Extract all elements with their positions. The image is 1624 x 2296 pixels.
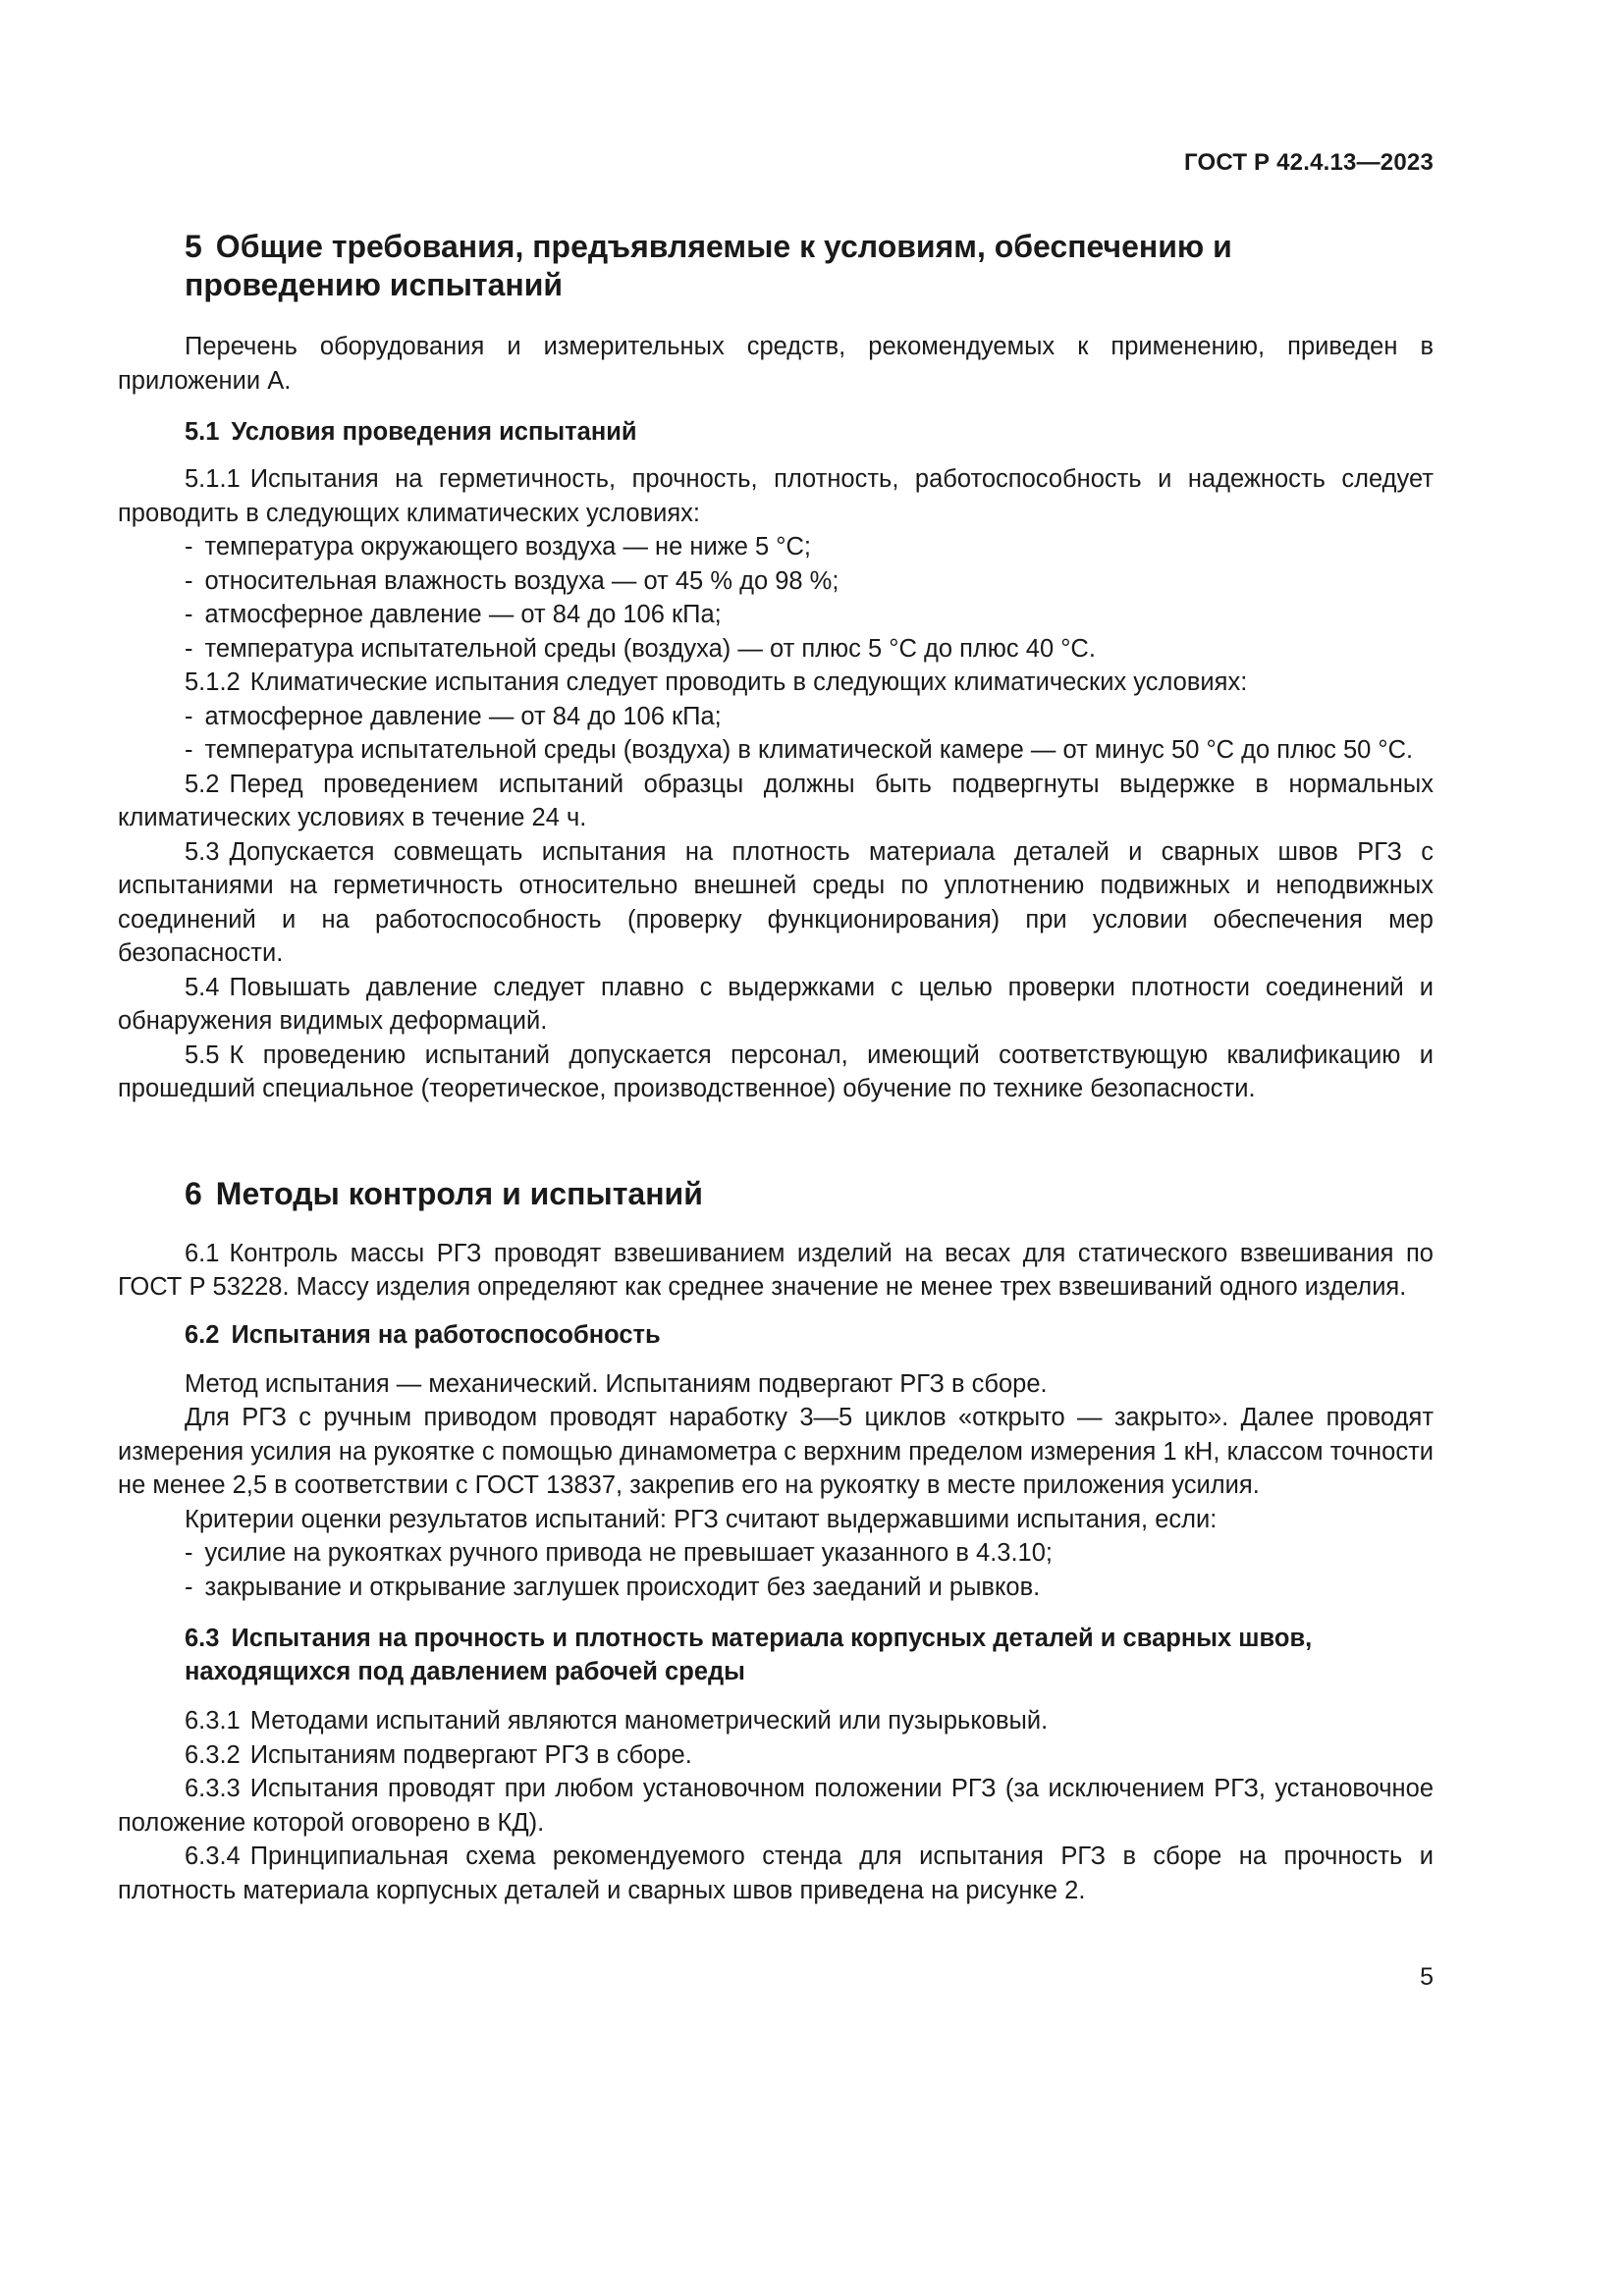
clause-text: Повышать давление следует плавно с выдержками с целью проверки плотности соединений и обнаружения видимых деформаций. [118,973,1434,1035]
paragraph-5-3 [118,835,1434,971]
subsection-number: 6.3 [185,1625,220,1652]
clause-text: Климатические испытания следует проводить в следующих климатических условиях: [249,668,1248,696]
clause-text: Испытаниям подвергают РГЗ в сборе. [249,1740,692,1769]
subsection-6-2-heading [118,1318,1434,1352]
section-5-heading [118,228,1434,304]
section-number: 5 [185,229,202,264]
list-item-text: закрывание и открывание заглушек происходит без заеданий и рывков. [204,1573,1041,1601]
section-title: Общие требования, предъявляемые к условиям, обеспечению и проведению испытаний [185,229,1232,302]
subsection-title: Испытания на работоспособность [231,1320,661,1349]
clause-text: Испытания проводят при любом установочном положении РГЗ (за исключением РГЗ, установочное положение которой оговорено в КД). [118,1775,1434,1837]
clause-text: Принципиальная схема рекомендуемого стенда для испытания РГЗ в сборе на прочность и плотность материала корпусных деталей и сварных швов приведена на рисунке 2. [118,1842,1434,1904]
document-code: ГОСТ Р 42.4.13—2023 [1184,149,1434,176]
clause-number: 6.3.1 [185,1707,241,1735]
paragraph-6-2-method: Метод испытания — механический. Испытаниям подвергают РГЗ в сборе. [185,1369,1048,1398]
page-content [118,228,1434,1907]
subsection-title: Испытания на прочность и плотность материала корпусных деталей и сварных швов, находящихся под давлением рабочей среды [185,1625,1313,1685]
list-item: - температура окружающего воздуха — не ниже 5 °С; [185,533,811,561]
clause-text: Допускается совмещать испытания на плотность материала деталей и сварных швов РГЗ с испытаниями на герметичность относительно внешней среды по уплотнению подвижных и неподвижных соединений и на работоспособность (проверку функционирования) при условии обеспечения мер безопасности. [118,837,1434,967]
clause-text: Методами испытаний являются манометрический или пузырьковый. [249,1707,1049,1735]
list-item-text: атмосферное давление — от 84 до 106 кПа; [204,702,722,730]
clause-text: Контроль массы РГЗ проводят взвешиванием изделий на весах для статического взвешивания по ГОСТ Р 53228. Массу изделия определяют как среднее значение не менее трех взвешиваний одного изделия. [118,1239,1434,1301]
clause-number: 5.5 [185,1041,220,1069]
list-item: - атмосферное давление — от 84 до 106 кПа; [185,601,722,628]
paragraph-5-1-1 [118,462,1434,530]
list-item: - температура испытательной среды (воздуха) в климатической камере — от минус 50 °С до плюс 50 °С. [185,736,1414,764]
subsection-number: 6.2 [185,1320,220,1349]
list-item-text: атмосферное давление — от 84 до 106 кПа; [204,601,722,628]
list-item: - относительная влажность воздуха — от 45 % до 98 %; [185,566,839,595]
clause-number: 5.3 [185,837,220,866]
clause-number: 5.1.1 [185,465,241,493]
subsection-6-3-heading [118,1622,1434,1688]
list-item-text: температура окружающего воздуха — не ниже 5 °С; [204,533,811,561]
list-item-text: усилие на рукоятках ручного привода не превышает указанного в 4.3.10; [204,1539,1053,1567]
subsection-title: Условия проведения испытаний [231,418,637,446]
subsection-5-1-heading [118,415,1434,449]
list-item-text: температура испытательной среды (воздуха) — от плюс 5 °С до плюс 40 °С. [204,634,1096,663]
page-number: 5 [1420,1963,1434,1991]
clause-number: 6.3.4 [185,1842,241,1870]
list-item-text: температура испытательной среды (воздуха) в климатической камере — от минус 50 °С до плюс 50 °С. [204,736,1414,764]
list-item: - закрывание и открывание заглушек происходит без заеданий и рывков. [185,1573,1041,1601]
section-6-heading [118,1175,1434,1213]
clause-number: 6.1 [185,1239,220,1267]
paragraph-6-1 [118,1237,1434,1305]
paragraph-6-3-1 [118,1704,1434,1738]
clause-number: 5.1.2 [185,668,241,696]
clause-number: 5.2 [185,770,220,798]
list-item-text: относительная влажность воздуха — от 45 % до 98 %; [204,566,839,595]
clause-text: Перед проведением испытаний образцы должны быть подвергнуты выдержке в нормальных климатических условиях в течение 24 ч. [118,770,1434,831]
subsection-number: 5.1 [185,418,220,446]
list-item: - температура испытательной среды (воздуха) — от плюс 5 °С до плюс 40 °С. [185,634,1096,663]
paragraph-6-3-4 [118,1840,1434,1907]
clause-text: К проведению испытаний допускается персонал, имеющий соответствующую квалификацию и прошедший специальное (теоретическое, производственное) обучение по технике безопасности. [118,1041,1434,1102]
paragraph-6-2-criteria: Критерии оценки результатов испытаний: РГЗ считают выдержавшими испытания, если: [185,1505,1218,1533]
paragraph-6-3-2 [118,1738,1434,1773]
section-title: Методы контроля и испытаний [215,1175,703,1211]
paragraph-5-5 [118,1039,1434,1106]
paragraph-5-1-2 [118,666,1434,700]
paragraph-5-4 [118,971,1434,1039]
clause-text: Испытания на герметичность, прочность, плотность, работоспособность и надежность следует проводить в следующих климатических условиях: [118,465,1434,527]
paragraph-6-2-procedure: Для РГЗ с ручным приводом проводят наработку 3—5 циклов «открыто — закрыто». Далее проводят измерения усилия на рукоятке с помощью динамометра с верхним пределом измерения 1 кН, классом точности не менее 2,5 в соответствии с ГОСТ 13837, закрепив его на рукоятку в месте приложения усилия. [118,1404,1434,1499]
clause-number: 6.3.3 [185,1775,241,1802]
list-item: - атмосферное давление — от 84 до 106 кПа; [185,702,722,730]
section-5-intro: Перечень оборудования и измерительных средств, рекомендуемых к применению, приведен в приложении А. [118,333,1434,395]
clause-number: 5.4 [185,973,220,1001]
list-item: - усилие на рукоятках ручного привода не превышает указанного в 4.3.10; [185,1539,1053,1567]
clause-number: 6.3.2 [185,1740,241,1769]
paragraph-5-2 [118,768,1434,835]
section-number: 6 [185,1175,202,1211]
paragraph-6-3-3 [118,1772,1434,1840]
